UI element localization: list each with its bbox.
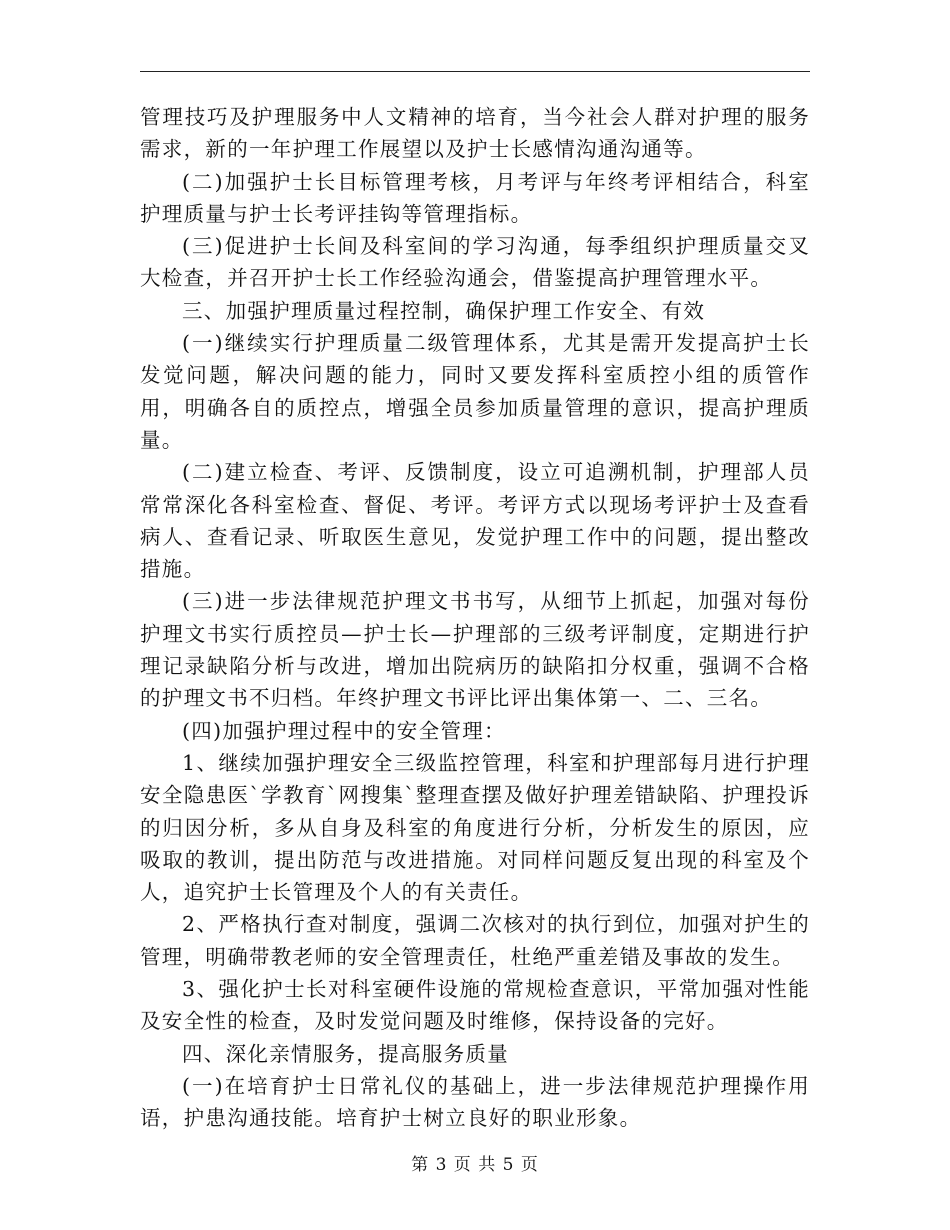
section-heading: 四、深化亲情服务，提高服务质量 <box>182 1041 509 1066</box>
paragraph: 1、继续加强护理安全三级监控管理，科室和护理部每月进行护理安全隐患医`学教育`网搜集`整理查摆及做好护理差错缺陷、护理投诉的归因分析，多从自身及科室的角度进行分析，分析发生的原因，应吸取的教训，提出防范与改进措施。对同样问题反复出现的科室及个人，追究护士长管理及个人的有关责任。 <box>140 750 810 905</box>
paragraph: (一)继续实行护理质量二级管理体系，尤其是需开发提高护士长发觉问题，解决问题的能力，同时又要发挥科室质控小组的质管作用，明确各自的质控点，增强全员参加质量管理的意识，提高护理质量。 <box>140 331 810 452</box>
header-rule <box>140 71 810 72</box>
paragraph: (一)在培育护士日常礼仪的基础上，进一步法律规范护理操作用语，护患沟通技能。培育护士树立良好的职业形象。 <box>140 1073 810 1131</box>
document-body <box>140 101 810 1135</box>
paragraph: (三)进一步法律规范护理文书书写，从细节上抓起，加强对每份护理文书实行质控员—护士长—护理部的三级考评制度，定期进行护理记录缺陷分析与改进，增加出院病历的缺陷扣分权重，强调不合格的护理文书不归档。年终护理文书评比评出集体第一、二、三名。 <box>140 589 810 711</box>
paragraph: (二)加强护士长目标管理考核，月考评与年终考评相结合，科室护理质量与护士长考评挂钩等管理指标。 <box>140 169 810 226</box>
section-heading: 三、加强护理质量过程控制，确保护理工作安全、有效 <box>182 298 706 323</box>
paragraph: 3、强化护士长对科室硬件设施的常规检查意识，平常加强对性能及安全性的检查，及时发觉问题及时维修，保持设备的完好。 <box>140 977 810 1034</box>
paragraph: (三)促进护士长间及科室间的学习沟通，每季组织护理质量交叉大检查，并召开护士长工作经验沟通会，借鉴提高护理管理水平。 <box>140 234 810 291</box>
paragraph: (四)加强护理过程中的安全管理： <box>182 718 506 743</box>
paragraph: 管理技巧及护理服务中人文精神的培育，当今社会人群对护理的服务需求，新的一年护理工作展望以及护士长感情沟通沟通等。 <box>140 105 810 162</box>
page-number-footer: 第 3 页 共 5 页 <box>411 1155 539 1175</box>
paragraph: 2、严格执行查对制度，强调二次核对的执行到位，加强对护生的管理，明确带教老师的安全管理责任，杜绝严重差错及事故的发生。 <box>140 912 810 969</box>
paragraph: (二)建立检查、考评、反馈制度，设立可追溯机制，护理部人员常常深化各科室检查、督促、考评。考评方式以现场考评护士及查看病人、查看记录、听取医生意见，发觉护理工作中的问题，提出整改措施。 <box>140 460 810 582</box>
